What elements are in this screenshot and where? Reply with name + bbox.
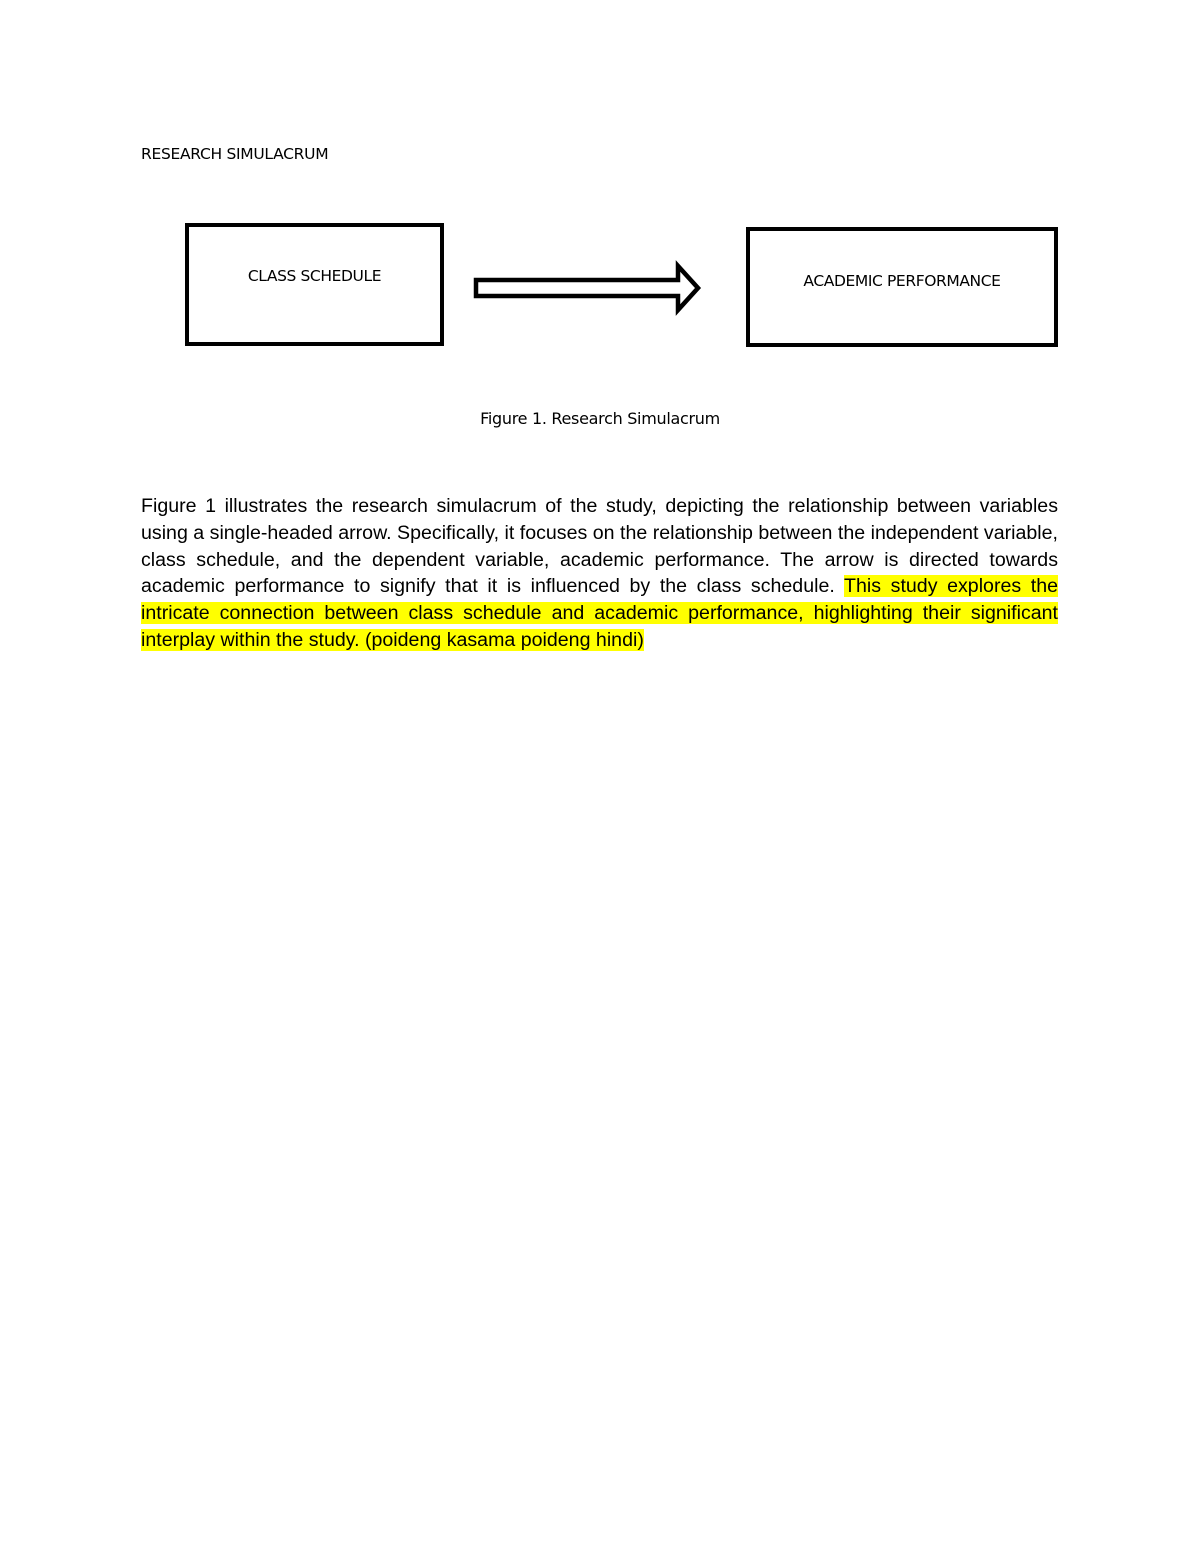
class-schedule-label: CLASS SCHEDULE bbox=[247, 267, 382, 285]
highlighted-text: This study explores the intricate connection between class schedule and academic performance, highlighting their significant interplay within the study. (poideng kasama poideng hindi) bbox=[141, 575, 1059, 651]
right-arrow-icon bbox=[472, 260, 704, 316]
figure-caption: Figure 1. Research Simulacrum bbox=[480, 409, 720, 428]
academic-performance-label: ACADEMIC PERFORMANCE bbox=[803, 272, 1001, 290]
class-schedule-box bbox=[185, 223, 444, 346]
paragraph-plain-text: Figure 1 illustrates the research simulacrum of the study, depicting the relationship between variables using a single-headed arrow. Specifically, it focuses on the relationship between the independent variable, class schedule, and the dependent variable, academic performance. The arrow is directed towards academic performance to signify that it is influenced by the class schedule. bbox=[141, 495, 1058, 598]
document-heading: RESEARCH SIMULACRUM bbox=[141, 145, 329, 163]
body-paragraph bbox=[141, 493, 1058, 654]
academic-performance-box bbox=[746, 227, 1058, 347]
